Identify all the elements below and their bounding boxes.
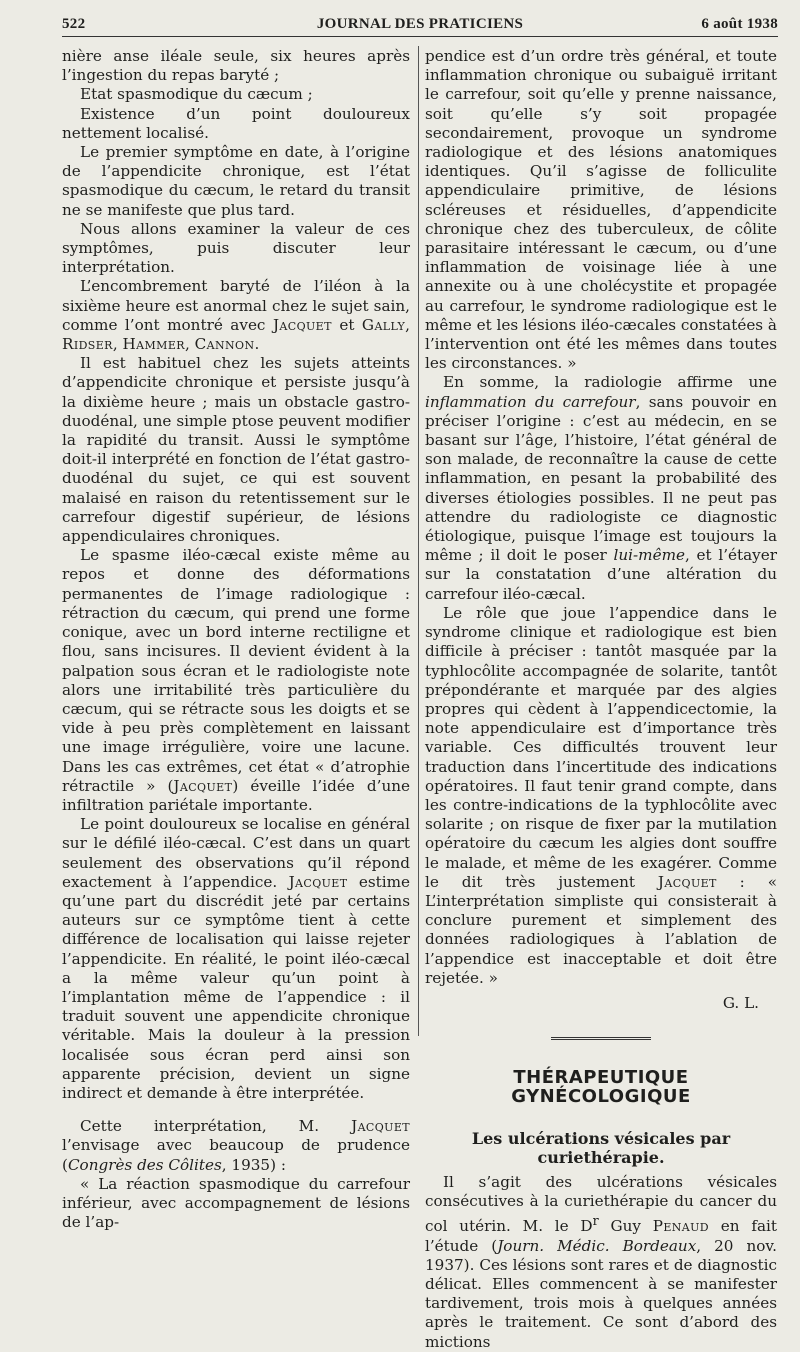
paragraph: En somme, la radiologie affirme une inflammation du carrefour, sans pouvoir en préciser l’origine : c’est au médecin, en se basant sur l’âge, l’histoire, l’état général de son malade, de reconnaître la cause de cette inflammation, en pesant la probabilité des diverses étiologies possibles. Il ne peut pas attendre du radiologiste ce diagnostic étiologique, puisque l’image est toujours la même ; il doit le poser lui-même, et l’étayer sur la constatation d’une altération du carrefour iléo-cæcal. (425, 373, 777, 603)
author-name: Jacquet (288, 872, 348, 891)
citation: Congrès des Côlites (67, 1155, 222, 1174)
issue-date: 6 août 1938 (701, 16, 778, 32)
author-name: Gally (361, 315, 406, 334)
paragraph: Le point douloureux se localise en général sur le défilé iléo-cæcal. C’est dans un quart seulement des observations qu’il répond exactement à l’appendice. Jacquet estime qu’une part du discrédit jeté par certains auteurs sur ce symptôme tient à cette différence de localisation qui laisse rejeter l’appendicite. En réalité, le point iléo-cæcal a la même valeur qu’un point à l’implantation même de l’appendice : il traduit souvent une appendicite chronique véritable. Mais la douleur à la pression localisée sous écran perd ainsi son apparente précision, devient un signe indirect et demande à être interprétée. (62, 815, 410, 1102)
journal-title: JOURNAL DES PRATICIENS (316, 16, 524, 32)
column-divider (418, 46, 419, 1036)
paragraph: Existence d’un point douloureux nettement localisé. (62, 104, 410, 142)
right-column (425, 47, 777, 1352)
page-header (62, 12, 778, 38)
author-name: Ridser (62, 335, 113, 354)
paragraph: Le spasme iléo-cæcal existe même au repos et donne des déformations permanentes de l’image radiologique : rétraction du cæcum, qui prend une forme conique, avec un bord interne rectiligne et flou, sans incisures. Il devient évident à la palpation sous écran et le radiologiste note alors une irritabilité très particulière du cæcum, qui se rétracte sous les doigts et se vide à peu près complètement en laissant une image irrégulière, voire une lacune. Dans les cas extrêmes, cet état « d’atrophie rétractile » (Jacquet) éveille l’idée d’une infiltration pariétale importante. (62, 546, 410, 814)
paragraph: Le premier symptôme en date, à l’origine de l’appendicite chronique, est l’état spasmodique du cæcum, le retard du transit ne se manifeste que plus tard. (62, 143, 410, 219)
paragraph: Il est habituel chez les sujets atteints d’appendicite chronique et persiste jusqu’à la dixième heure ; mais un obstacle gastro-duodénal, une simple ptose peuvent modifier la rapidité du transit. Aussi le symptôme doit-il interprété en fonction de l’état gastro-duodénal du sujet, ce qui est souvent malaisé en raison du retentissement sur le carrefour digestif supérieur, de lésions appendiculaires chroniques. (62, 354, 410, 546)
article-title: Les ulcérations vésicales par curiethérapie. (471, 1128, 731, 1167)
author-name: Jacquet (657, 872, 717, 891)
citation: Journ. Médic. Bordeaux (497, 1236, 697, 1255)
section-separator (551, 1037, 651, 1042)
header-rule (62, 36, 778, 37)
author-name: Cannon (194, 335, 255, 354)
paragraph: Il s’agit des ulcérations vésicales consécutives à la curiethérapie du cancer du col utérin. M. le $D^r$ Guy Penaud en fait l’étude (Journ. Médic. Bordeaux, 20 nov. 1937). Ces lésions sont rares et de diagnostic délicat. Elles commencent à se manifester tardivement, trois mois à quelques années après le traitement. Ce sont d’abord des mictions (425, 1172, 777, 1351)
emphasis: lui-même (613, 546, 685, 565)
paragraph: « La réaction spasmodique du carrefour inférieur, avec accompagnement de lésions de l’ap- (62, 1174, 410, 1232)
page-number: 522 (62, 16, 86, 32)
signature: G. L. (722, 993, 759, 1012)
author-name: Jacquet (173, 776, 233, 795)
section-title: THÉRAPEUTIQUE GYNÉCOLOGIQUE (511, 1067, 691, 1108)
paragraph: Nous allons examiner la valeur de ces symptômes, puis discuter leur interprétation. (62, 219, 410, 277)
author-name: Hammer (122, 335, 185, 354)
paragraph: pendice est d’un ordre très général, et toute inflammation chronique ou subaiguë irritant le carrefour, soit qu’elle y prenne naissance, soit qu’elle s’y soit propagée secondairement, provoque un syndrome radiologique et des lésions anatomiques identiques. Qu’il s’agisse de folliculite appendiculaire primitive, de lésions scléreuses et résiduelles, d’appendicite chronique chez des tuberculeux, de côlite parasitaire intéressant le cæcum, ou d’une inflammation de voisinage liée à une annexite ou à une cholécystite et propagée au carrefour, le syndrome radiologique est le même et les lésions iléo-cæcales constatées à l’intervention ont été les mêmes dans toutes les circonstances. » (425, 47, 777, 373)
emphasis: inflammation du carrefour (425, 392, 636, 411)
left-column (62, 47, 410, 1232)
paragraph: Etat spasmodique du cæcum ; (80, 85, 313, 104)
paragraph: nière anse iléale seule, six heures après l’ingestion du repas baryté ; (62, 47, 410, 85)
author-name: Jacquet (272, 315, 332, 334)
author-name: Jacquet (351, 1117, 410, 1136)
paragraph: L’encombrement baryté de l’iléon à la sixième heure est anormal chez le sujet sain, comme l’ont montré avec Jacquet et Gally, Ridser, Hammer, Cannon. (62, 277, 410, 354)
paragraph: Cette interprétation, M. Jacquet l’envisage avec beaucoup de prudence (Congrès des Côlites, 1935) : (62, 1117, 410, 1174)
paragraph: Le rôle que joue l’appendice dans le syndrome clinique et radiologique est bien difficile à préciser : tantôt masquée par la typhlocôlite accompagnée de solarite, tantôt prépondérante et marquée par des algies propres qui cèdent à l’appendicectomie, la note appendiculaire est d’importance très variable. Ces difficultés trouvent leur traduction dans l’incertitude des indications opératoires. Il faut tenir grand compte, dans les contre-indications de la typhlocôlite avec solarite ; on risque de fixer par la mutilation opératoire du cæcum les algies dont souffre le malade, et même de les exagérer. Comme le dit très justement Jacquet : « L’interprétation simpliste qui consisterait à conclure purement et simplement des données radiologiques à l’ablation de l’appendice est inacceptable et doit être rejetée. » (425, 603, 777, 987)
author-name: Penaud (652, 1217, 710, 1236)
